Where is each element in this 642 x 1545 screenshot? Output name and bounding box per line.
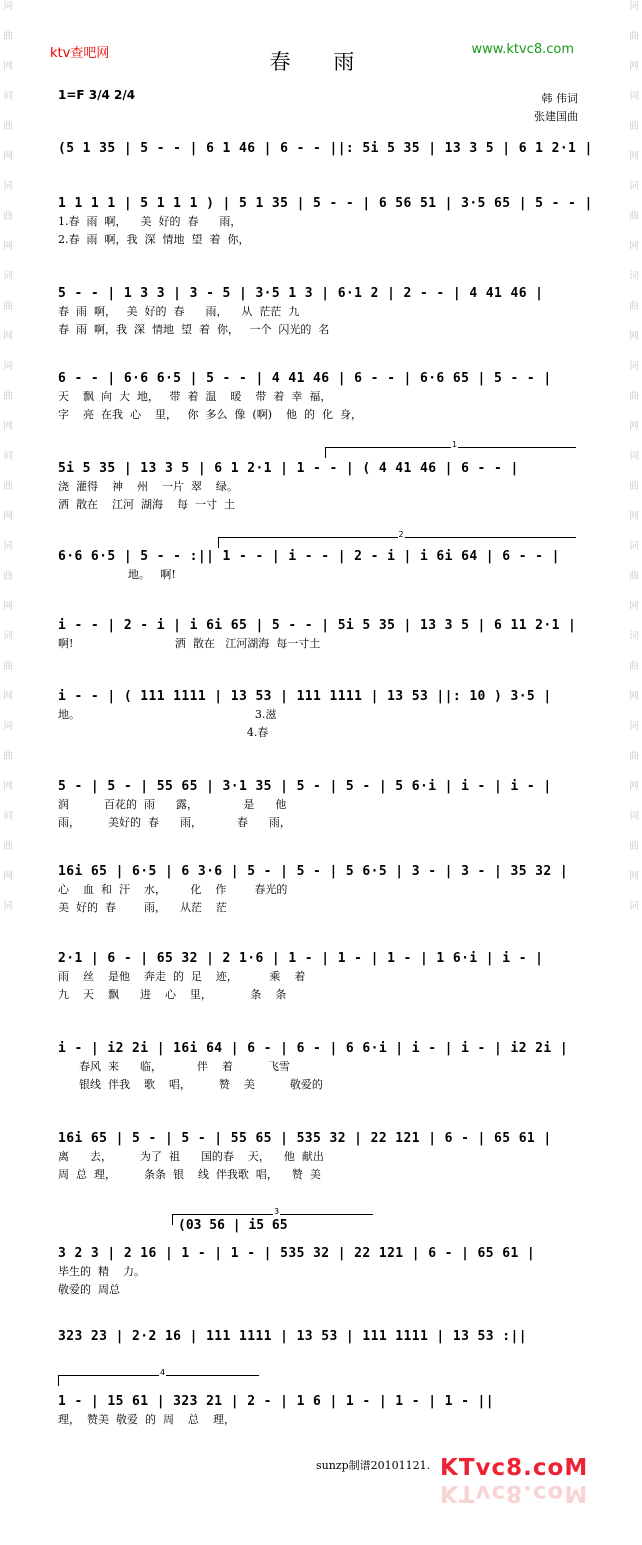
lyric-line: 九 天 飘 进 心 里， 条 条 xyxy=(58,988,287,1001)
site-url[interactable]: www.ktvc8.com xyxy=(471,42,574,57)
score-row xyxy=(58,1130,585,1184)
watermark-glyph: 网 xyxy=(3,421,13,432)
score-row xyxy=(58,778,585,832)
watermark-glyph: 词 xyxy=(3,181,13,192)
right-watermark-strip xyxy=(627,0,641,1545)
lyric-line: 地。 3.滋 xyxy=(58,708,277,721)
score-row xyxy=(58,370,585,424)
lyric-line: 离 去， 为了 祖 国的春 天， 他 献出 xyxy=(58,1150,324,1163)
watermark-glyph: 曲 xyxy=(3,391,13,402)
watermark-glyph: 词 xyxy=(3,901,13,912)
ktvc8-logo: KTvc8.coM xyxy=(440,1455,589,1481)
watermark-glyph: 网 xyxy=(3,601,13,612)
watermark-glyph: 网 xyxy=(3,151,13,162)
watermark-glyph: 网 xyxy=(629,691,639,702)
watermark-glyph: 网 xyxy=(3,511,13,522)
watermark-glyph: 网 xyxy=(629,781,639,792)
key-signature: 1=F 3/4 2/4 xyxy=(58,88,136,102)
lyricist: 韩 伟词 xyxy=(541,92,578,105)
watermark-glyph: 曲 xyxy=(629,391,639,402)
score-row xyxy=(58,140,593,158)
watermark-glyph: 词 xyxy=(3,631,13,642)
notation-line: 5 - - | 1 3 3 | 3 - 5 | 3·5 1 3 | 6·1 2 | 2 - - | 4 41 46 | xyxy=(58,286,544,301)
lyric-line: 雨， 美好的 春 雨， 春 雨， xyxy=(58,816,291,829)
score-row xyxy=(58,617,585,653)
notation-line: 2·1 | 6 - | 65 32 | 2 1·6 | 1 - | 1 - | 1 - | 1 6·i | i - | xyxy=(58,951,544,966)
watermark-glyph: 词 xyxy=(629,721,639,732)
watermark-glyph: 曲 xyxy=(3,301,13,312)
watermark-glyph: 曲 xyxy=(629,841,639,852)
lyric-line: 理， 赞美 敬爱 的 周 总 理， xyxy=(58,1413,235,1426)
lyric-line: 敬爱的 周总 xyxy=(58,1283,120,1296)
watermark-glyph: 词 xyxy=(629,91,639,102)
lyric-line: 2.春 雨 啊，我 深 情地 望 着 你， xyxy=(58,233,250,246)
lyric-line: 啊! 洒 散在 江河湖海 每一寸土 xyxy=(58,637,321,650)
lyric-line: 春 雨 啊， 美 好的 春 雨， 从 茫茫 九 xyxy=(58,305,300,318)
notation-line: (5 1 35 | 5 - - | 6 1 46 | 6 - - ||: 5i 5 35 | 13 3 5 | 6 1 2·1 | xyxy=(58,141,593,156)
composer: 张建国曲 xyxy=(534,110,578,123)
watermark-glyph: 网 xyxy=(629,151,639,162)
watermark-glyph: 曲 xyxy=(629,211,639,222)
notation-line: 6 - - | 6·6 6·5 | 5 - - | 4 41 46 | 6 - - | 6·6 65 | 5 - - | xyxy=(58,371,552,386)
transcriber-signature: sunzp制谱20101121. xyxy=(316,1459,431,1472)
watermark-glyph: 曲 xyxy=(629,481,639,492)
watermark-glyph: 曲 xyxy=(3,841,13,852)
notation-line: 1 - | 15 61 | 323 21 | 2 - | 1 6 | 1 - | 1 - | 1 - || xyxy=(58,1394,495,1409)
watermark-glyph: 曲 xyxy=(3,751,13,762)
watermark-glyph: 词 xyxy=(3,271,13,282)
score-row xyxy=(58,1393,585,1429)
watermark-glyph: 词 xyxy=(3,361,13,372)
watermark-glyph: 曲 xyxy=(629,301,639,312)
watermark-glyph: 网 xyxy=(629,871,639,882)
watermark-glyph: 词 xyxy=(3,721,13,732)
lyric-line: 春风 来 临， 伴 着 飞雪 xyxy=(58,1060,290,1073)
lyric-line: 心 血 和 汗 水， 化 作 春光的 xyxy=(58,883,288,896)
notation-line: i - - | ( 111 1111 | 13 53 | 111 1111 | 13 53 ||: 10 ) 3·5 | xyxy=(58,689,552,704)
score-row xyxy=(58,1328,585,1346)
watermark-glyph: 词 xyxy=(3,451,13,462)
site-name[interactable]: ktv查吧网 xyxy=(50,46,110,61)
lyric-line: 地。 啊! xyxy=(58,568,176,581)
lyric-line: 1.春 雨 啊， 美 好的 春 雨， xyxy=(58,215,242,228)
watermark-glyph: 网 xyxy=(3,871,13,882)
lyric-line: 洒 散在 江河 湖海 每 一寸 土 xyxy=(58,498,235,511)
notation-line: i - - | 2 - i | i 6i 65 | 5 - - | 5i 5 35 | 13 3 5 | 6 11 2·1 | xyxy=(58,618,577,633)
notation-line: 323 23 | 2·2 16 | 111 1111 | 13 53 | 111 1111 | 13 53 :|| xyxy=(58,1329,527,1344)
watermark-glyph: 网 xyxy=(3,331,13,342)
notation-line: 5 - | 5 - | 55 65 | 3·1 35 | 5 - | 5 - | 5 6·i | i - | i - | xyxy=(58,779,552,794)
watermark-glyph: 词 xyxy=(3,541,13,552)
watermark-glyph: 词 xyxy=(629,181,639,192)
watermark-glyph: 网 xyxy=(629,61,639,72)
notation-line: i - | i2 2i | 16i 64 | 6 - | 6 - | 6 6·i | i - | i - | i2 2i | xyxy=(58,1041,569,1056)
lyric-line: 润 百花的 雨 露， 是 他 xyxy=(58,798,287,811)
volta-bracket-2: 2 xyxy=(218,537,576,548)
notation-line: 6·6 6·5 | 5 - - :|| 1 - - | i - - | 2 - i | i 6i 64 | 6 - - | xyxy=(58,549,560,564)
ktvc8-logo-reflection: KTvc8.coM xyxy=(440,1480,589,1506)
watermark-glyph: 曲 xyxy=(3,31,13,42)
watermark-glyph: 词 xyxy=(629,901,639,912)
lyric-line: 美 好的 春 雨， 从茫 茫 xyxy=(58,901,227,914)
lyric-line: 银线 伴我 歌 唱， 赞 美 敬爱的 xyxy=(58,1078,323,1091)
watermark-glyph: 曲 xyxy=(629,31,639,42)
watermark-glyph: 词 xyxy=(629,1,639,12)
volta-bracket-4: 4 xyxy=(58,1375,259,1386)
watermark-glyph: 网 xyxy=(629,511,639,522)
score-row xyxy=(58,1040,585,1094)
lyric-line: 周 总 理， 条条 银 线 伴我歌 唱， 赞 美 xyxy=(58,1168,321,1181)
watermark-glyph: 曲 xyxy=(3,211,13,222)
watermark-glyph: 词 xyxy=(3,811,13,822)
watermark-glyph: 曲 xyxy=(3,661,13,672)
lyric-line: 天 飘 向 大 地， 带 着 温 暖 带 着 幸 福， xyxy=(58,390,332,403)
watermark-glyph: 词 xyxy=(3,1,13,12)
volta-bracket-3: 3 xyxy=(172,1214,373,1225)
watermark-glyph: 词 xyxy=(629,271,639,282)
score-row xyxy=(58,863,585,917)
notation-line: 16i 65 | 5 - | 5 - | 55 65 | 535 32 | 22 121 | 6 - | 65 61 | xyxy=(58,1131,552,1146)
lyric-line: 春 雨 啊，我 深 情地 望 着 你， 一个 闪光的 名 xyxy=(58,323,330,336)
notation-line: 3 2 3 | 2 16 | 1 - | 1 - | 535 32 | 22 121 | 6 - | 65 61 | xyxy=(58,1246,536,1261)
watermark-glyph: 词 xyxy=(629,361,639,372)
notation-line: 1 1 1 1 | 5 1 1 1 ) | 5 1 35 | 5 - - | 6 56 51 | 3·5 65 | 5 - - | xyxy=(58,196,593,211)
watermark-glyph: 网 xyxy=(629,241,639,252)
watermark-glyph: 曲 xyxy=(629,751,639,762)
song-title: 春 雨 xyxy=(269,50,373,74)
watermark-glyph: 网 xyxy=(3,61,13,72)
watermark-glyph: 网 xyxy=(629,331,639,342)
notation-line: 16i 65 | 6·5 | 6 3·6 | 5 - | 5 - | 5 6·5 | 3 - | 3 - | 35 32 | xyxy=(58,864,569,879)
score-row xyxy=(58,1245,585,1299)
watermark-glyph: 词 xyxy=(629,811,639,822)
interlude-notes: (03 56 | i5 65 xyxy=(178,1218,288,1233)
watermark-glyph: 词 xyxy=(629,541,639,552)
lyric-line: 字 亮 在我 心 里， 你 多么 像 (啊) 他 的 化 身， xyxy=(58,408,362,421)
credits xyxy=(534,90,578,126)
lyric-line: 雨 丝 是他 奔走 的 足 迹， 乘 着 xyxy=(58,970,306,983)
score-row xyxy=(58,548,585,584)
watermark-glyph: 曲 xyxy=(3,481,13,492)
watermark-glyph: 词 xyxy=(3,91,13,102)
watermark-glyph: 网 xyxy=(3,781,13,792)
lyric-line: 毕生的 精 力。 xyxy=(58,1265,145,1278)
lyric-line: 浇 灌得 神 州 一片 翠 绿。 xyxy=(58,480,238,493)
score-row xyxy=(58,460,585,514)
watermark-glyph: 曲 xyxy=(629,571,639,582)
score-row xyxy=(58,688,585,742)
watermark-glyph: 曲 xyxy=(629,661,639,672)
watermark-glyph: 网 xyxy=(3,241,13,252)
volta-bracket-1: 1 xyxy=(325,447,576,458)
score-row xyxy=(58,195,593,249)
score-row xyxy=(58,285,585,339)
watermark-glyph: 网 xyxy=(629,421,639,432)
watermark-glyph: 网 xyxy=(629,601,639,612)
watermark-glyph: 网 xyxy=(3,691,13,702)
watermark-glyph: 曲 xyxy=(629,121,639,132)
watermark-glyph: 词 xyxy=(629,631,639,642)
watermark-glyph: 曲 xyxy=(3,571,13,582)
notation-line: 5i 5 35 | 13 3 5 | 6 1 2·1 | 1 - - | ( 4 41 46 | 6 - - | xyxy=(58,461,519,476)
left-watermark-strip xyxy=(1,0,15,1545)
watermark-glyph: 词 xyxy=(629,451,639,462)
score-row xyxy=(58,950,585,1004)
watermark-glyph: 曲 xyxy=(3,121,13,132)
lyric-line: 4.春 xyxy=(58,726,269,739)
